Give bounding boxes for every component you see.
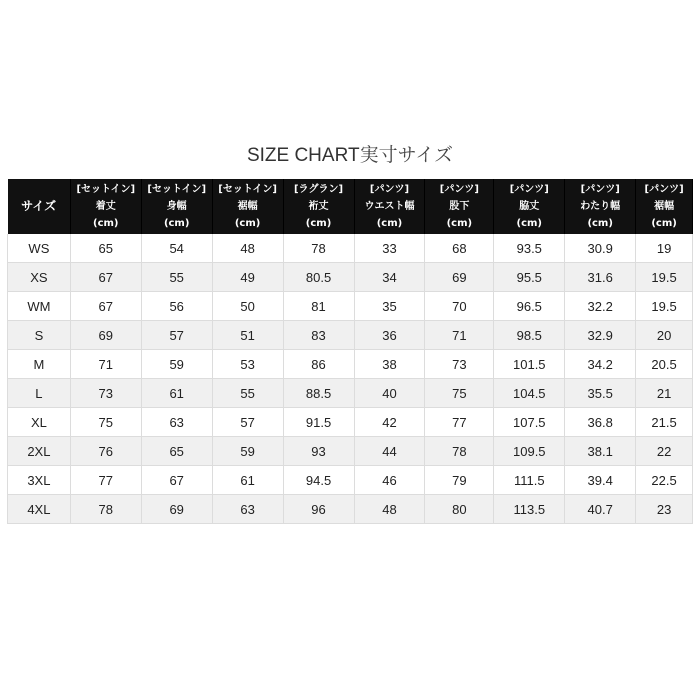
measurement-cell: 61 (212, 466, 283, 495)
measurement-cell: 76 (70, 437, 141, 466)
header-group: [パンツ] (439, 184, 479, 195)
size-label-cell: S (8, 321, 71, 350)
header-unit: (cm) (651, 218, 677, 229)
header-group: [セットイン] (218, 184, 277, 195)
header-column (70, 179, 141, 234)
measurement-cell: 19 (636, 234, 693, 263)
measurement-cell: 30.9 (565, 234, 636, 263)
size-label-cell: WS (8, 234, 71, 263)
size-label-cell: XS (8, 263, 71, 292)
header-name: 裄丈 (308, 201, 329, 212)
size-label-cell: 2XL (8, 437, 71, 466)
measurement-cell: 20 (636, 321, 693, 350)
measurement-cell: 96 (283, 495, 354, 524)
measurement-cell: 57 (212, 408, 283, 437)
measurement-cell: 88.5 (283, 379, 354, 408)
header-unit: (cm) (446, 218, 473, 229)
header-group: [パンツ] (509, 184, 549, 195)
measurement-cell: 93.5 (494, 234, 565, 263)
header-size-column: サイズ (8, 179, 71, 234)
measurement-cell: 73 (70, 379, 141, 408)
measurement-cell: 101.5 (494, 350, 565, 379)
measurement-cell: 55 (141, 263, 212, 292)
measurement-cell: 83 (283, 321, 354, 350)
measurement-cell: 96.5 (494, 292, 565, 321)
measurement-cell: 48 (212, 234, 283, 263)
header-group: [セットイン] (147, 184, 207, 195)
measurement-cell: 94.5 (283, 466, 354, 495)
header-name: わたり幅 (580, 201, 621, 212)
measurement-cell: 22 (636, 437, 693, 466)
measurement-cell: 63 (212, 495, 283, 524)
measurement-cell: 91.5 (283, 408, 354, 437)
header-name: 着丈 (95, 201, 116, 212)
measurement-cell: 81 (283, 292, 354, 321)
measurement-cell: 46 (354, 466, 425, 495)
size-label-cell: L (8, 379, 71, 408)
measurement-cell: 48 (354, 495, 425, 524)
header-unit: (cm) (516, 218, 543, 229)
measurement-cell: 23 (636, 495, 693, 524)
measurement-cell: 53 (212, 350, 283, 379)
table-row (8, 408, 693, 437)
header-column (141, 179, 212, 234)
measurement-cell: 32.9 (565, 321, 636, 350)
measurement-cell: 33 (354, 234, 425, 263)
header-group: [パンツ] (580, 184, 620, 195)
header-column (212, 179, 283, 234)
size-label-cell: 3XL (8, 466, 71, 495)
measurement-cell: 69 (70, 321, 141, 350)
measurement-cell: 107.5 (494, 408, 565, 437)
measurement-cell: 73 (425, 350, 494, 379)
header-unit: (cm) (305, 218, 332, 229)
measurement-cell: 71 (70, 350, 141, 379)
header-name: 裾幅 (237, 201, 258, 212)
measurement-cell: 93 (283, 437, 354, 466)
measurement-cell: 78 (425, 437, 494, 466)
measurement-cell: 113.5 (494, 495, 565, 524)
measurement-cell: 67 (70, 263, 141, 292)
header-unit: (cm) (163, 218, 190, 229)
measurement-cell: 21 (636, 379, 693, 408)
title-japanese: 実寸サイズ (359, 144, 454, 166)
size-label-cell: XL (8, 408, 71, 437)
measurement-cell: 51 (212, 321, 283, 350)
measurement-cell: 111.5 (494, 466, 565, 495)
measurement-cell: 80.5 (283, 263, 354, 292)
size-chart-table (7, 179, 693, 524)
header-unit: (cm) (93, 218, 119, 229)
header-name: 身幅 (166, 201, 187, 212)
measurement-cell: 36 (354, 321, 425, 350)
header-column (636, 179, 693, 234)
measurement-cell: 21.5 (636, 408, 693, 437)
header-column (494, 179, 565, 234)
measurement-cell: 55 (212, 379, 283, 408)
measurement-cell: 80 (425, 495, 494, 524)
measurement-cell: 95.5 (494, 263, 565, 292)
table-row (8, 437, 693, 466)
measurement-cell: 44 (354, 437, 425, 466)
measurement-cell: 71 (425, 321, 494, 350)
measurement-cell: 38.1 (565, 437, 636, 466)
header-name: 股下 (449, 201, 470, 212)
measurement-cell: 34 (354, 263, 425, 292)
measurement-cell: 65 (70, 234, 141, 263)
table-row (8, 321, 693, 350)
measurement-cell: 65 (141, 437, 212, 466)
measurement-cell: 54 (141, 234, 212, 263)
header-unit: (cm) (376, 218, 403, 229)
measurement-cell: 104.5 (494, 379, 565, 408)
measurement-cell: 61 (141, 379, 212, 408)
measurement-cell: 77 (425, 408, 494, 437)
measurement-cell: 78 (70, 495, 141, 524)
size-label-cell: WM (8, 292, 71, 321)
measurement-cell: 36.8 (565, 408, 636, 437)
page-title (0, 140, 700, 167)
measurement-cell: 63 (141, 408, 212, 437)
header-name: 脇丈 (519, 201, 540, 212)
header-group: [パンツ] (644, 184, 684, 195)
table-row (8, 292, 693, 321)
measurement-cell: 59 (141, 350, 212, 379)
measurement-cell: 42 (354, 408, 425, 437)
header-group: [ラグラン] (293, 184, 344, 195)
measurement-cell: 69 (141, 495, 212, 524)
header-name: 裾幅 (654, 201, 675, 212)
table-header-row (8, 179, 693, 234)
measurement-cell: 86 (283, 350, 354, 379)
header-column (425, 179, 494, 234)
table-row (8, 263, 693, 292)
header-group: [セットイン] (76, 184, 136, 195)
size-label-cell: M (8, 350, 71, 379)
measurement-cell: 67 (141, 466, 212, 495)
table-row (8, 466, 693, 495)
measurement-cell: 40.7 (565, 495, 636, 524)
measurement-cell: 40 (354, 379, 425, 408)
table-row (8, 379, 693, 408)
measurement-cell: 68 (425, 234, 494, 263)
header-group: [パンツ] (369, 184, 410, 195)
header-name: ウエスト幅 (364, 201, 415, 212)
table-row (8, 234, 693, 263)
header-unit: (cm) (234, 218, 261, 229)
measurement-cell: 75 (425, 379, 494, 408)
measurement-cell: 56 (141, 292, 212, 321)
table-row (8, 350, 693, 379)
size-label-cell: 4XL (8, 495, 71, 524)
header-column (354, 179, 425, 234)
measurement-cell: 77 (70, 466, 141, 495)
header-column (565, 179, 636, 234)
measurement-cell: 59 (212, 437, 283, 466)
title-english: SIZE CHART (246, 145, 360, 166)
measurement-cell: 75 (70, 408, 141, 437)
measurement-cell: 69 (425, 263, 494, 292)
measurement-cell: 35.5 (565, 379, 636, 408)
measurement-cell: 31.6 (565, 263, 636, 292)
measurement-cell: 79 (425, 466, 494, 495)
measurement-cell: 35 (354, 292, 425, 321)
header-column (283, 179, 354, 234)
measurement-cell: 38 (354, 350, 425, 379)
measurement-cell: 39.4 (565, 466, 636, 495)
measurement-cell: 78 (283, 234, 354, 263)
measurement-cell: 19.5 (636, 263, 693, 292)
header-unit: (cm) (587, 218, 613, 229)
table-row (8, 495, 693, 524)
measurement-cell: 19.5 (636, 292, 693, 321)
measurement-cell: 67 (70, 292, 141, 321)
measurement-cell: 34.2 (565, 350, 636, 379)
measurement-cell: 70 (425, 292, 494, 321)
measurement-cell: 49 (212, 263, 283, 292)
measurement-cell: 109.5 (494, 437, 565, 466)
measurement-cell: 32.2 (565, 292, 636, 321)
table-body (8, 234, 693, 524)
measurement-cell: 57 (141, 321, 212, 350)
measurement-cell: 50 (212, 292, 283, 321)
measurement-cell: 22.5 (636, 466, 693, 495)
measurement-cell: 98.5 (494, 321, 565, 350)
measurement-cell: 20.5 (636, 350, 693, 379)
